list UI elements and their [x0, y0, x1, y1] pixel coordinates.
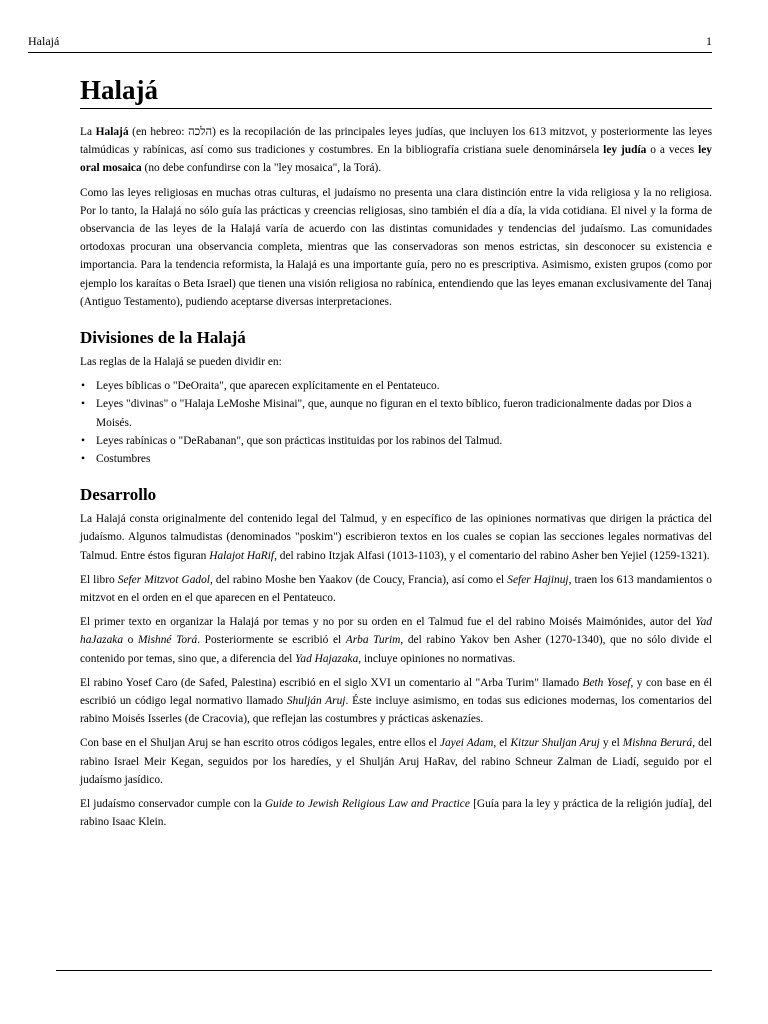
- text-run: , traen los 613 mandamientos o mitzvot en el orden en el que aparecen en el Pentateuco.: [80, 573, 713, 605]
- intro-paragraph: [80, 123, 712, 178]
- desarrollo-paragraph: [80, 510, 712, 565]
- article-body: [80, 72, 712, 838]
- work-title: Kitzur Shuljan Aruj: [510, 737, 600, 750]
- bold-term: Halajá: [95, 126, 129, 138]
- text-run: (no debe confundirse con la "ley mosaica", la Torá).: [141, 162, 382, 175]
- text-run: , incluye opiniones no normativas.: [358, 652, 516, 665]
- bold-term: ley judía: [603, 144, 647, 157]
- work-title: Arba Turim: [345, 634, 401, 647]
- text-run: [Guía para la ley y práctica de la religión judía], del rabino Isaac Klein.: [80, 798, 712, 829]
- text-run: , del rabino Itzjak Alfasi (1013-1103), y el comentario del rabino Asher ben Yejiel (1259-1321).: [274, 549, 710, 562]
- text-run: y el: [599, 737, 623, 750]
- work-title: Sefer Hajinuj: [507, 573, 569, 586]
- text-run: , del rabino Moshe ben Yaakov (de Coucy, Francia), así como el: [209, 573, 508, 586]
- work-title: Shulján Aruj: [286, 695, 346, 708]
- desarrollo-paragraph: [80, 613, 712, 668]
- work-title: Halajot HaRif: [209, 549, 275, 562]
- page-number: 1: [706, 34, 712, 48]
- work-title: Mishné Torá: [137, 634, 198, 647]
- hebrew-term: הלכה: [188, 126, 213, 138]
- bold-term: ley oral mosaica: [80, 144, 712, 175]
- work-title: Yad haJazaka: [80, 616, 712, 647]
- work-title: Guide to Jewish Religious Law and Practice: [264, 798, 470, 811]
- running-header-title: Halajá: [28, 34, 60, 48]
- work-title: Sefer Mitzvot Gadol: [117, 573, 210, 586]
- text-run: La: [80, 126, 96, 138]
- footer-divider: [56, 970, 712, 971]
- text-run: , el: [493, 737, 511, 750]
- desarrollo-paragraph: [80, 571, 712, 607]
- text-run: . Posteriormente se escribió el: [197, 634, 346, 647]
- text-run: . Éste incluye asimismo, en todas sus ediciones modernas, los comentarios del rabino Moisés Isserles (de Cracovia), que reflejan las costumbres y prácticas askenazíes.: [80, 695, 713, 726]
- text-run: , del rabino Israel Meir Kegan, seguidos por los haredíes, y el Shulján Aruj HaRav, del rabino Schneur Zalman de Liadí, seguido por el judaísmo jasídico.: [80, 737, 712, 786]
- text-run: ) es la recopilación de las principales leyes judías, que incluyen los 613 mitzvot, y posteriormente las leyes talmúdicas y rabínicas, así como sus tradiciones y costumbres. En la bibliografía cristiana suele denominársela: [80, 126, 712, 157]
- work-title: Mishna Berurá: [622, 737, 693, 750]
- text-run: El libro: [80, 573, 118, 586]
- text-run: El primer texto en organizar la Halajá por temas y no por su orden en el Talmud fue el del rabino Moisés Maimónides, autor del: [80, 616, 696, 629]
- section-heading-desarrollo: Desarrollo: [80, 485, 157, 505]
- running-header: [28, 34, 712, 53]
- work-title: Beth Yosef: [582, 676, 631, 689]
- divisiones-intro: Las reglas de la Halajá se pueden dividir en:: [80, 356, 282, 369]
- text-run: , y con base en él escribió un código legal normativo llamado: [80, 676, 713, 708]
- text-run: (en hebreo:: [128, 126, 189, 138]
- work-title: Jayei Adam: [439, 737, 494, 750]
- text-run: Con base en el Shuljan Aruj se han escrito otros códigos legales, entre ellos el: [80, 737, 440, 750]
- list-item: • Leyes bíblicas o "DeOraita", que aparecen explícitamente en el Pentateuco.: [80, 377, 712, 395]
- paragraph-culture: Como las leyes religiosas en muchas otras culturas, el judaísmo no presenta una clara distinción entre la vida religiosa y la no religiosa. Por lo tanto, la Halajá no sólo guía las prácticas y creencias religiosas, sino también el día a día, la vida cotidiana. El nivel y la forma de observancia de las leyes de la Halajá varía de acuerdo con las distintas comunidades y tendencias del judaísmo. Las comunidades ortodoxas procuran una observancia completa, mientras que las conservadoras son menos estrictas, sin desconocer su existencia e importancia. Para la tendencia reformista, la Halajá es una importante guía, pero no es prescriptiva. Asimismo, existen grupos (como por ejemplo los karaítas o Beta Israel) que tienen una visión religiosa no rabínica, entendiendo que las leyes emanan exclusivamente del Tanaj (Antiguo Testamento), pudiendo aceptarse diversas interpretaciones.: [80, 186, 712, 308]
- list-item: • Costumbres: [80, 450, 712, 468]
- page-title: Halajá: [80, 72, 712, 109]
- text-run: La Halajá consta originalmente del contenido legal del Talmud, y en específico de las opiniones normativas que dirigen la práctica del judaísmo. Algunos talmudistas (denominados "poskim") escribieron textos en los cuales se copian las secciones legales normativas del Talmud. Entre éstos figuran: [80, 513, 712, 562]
- list-item: • Leyes "divinas" o "Halaja LeMoshe Misinai", que, aunque no figuran en el texto bíblico, fueron tradicionalmente dadas por Dios a Moisés.: [80, 395, 712, 431]
- divisiones-list: [80, 377, 712, 468]
- text-run: o: [123, 634, 138, 647]
- desarrollo-paragraph: [80, 734, 712, 789]
- desarrollo-paragraph: [80, 795, 712, 831]
- text-run: , del rabino Yakov ben Asher (1270-1340), que no sólo divide el contenido por temas, sino que, a diferencia del: [80, 634, 712, 665]
- text-run: El judaísmo conservador cumple con la: [80, 798, 265, 811]
- desarrollo-paragraph: [80, 674, 712, 729]
- work-title: Yad Hajazaka: [295, 652, 359, 665]
- text-run: o a veces: [646, 144, 699, 157]
- section-heading-divisiones: Divisiones de la Halajá: [80, 328, 246, 348]
- list-item: • Leyes rabínicas o "DeRabanan", que son prácticas instituidas por los rabinos del Talmud.: [80, 432, 712, 450]
- text-run: El rabino Yosef Caro (de Safed, Palestina) escribió en el siglo XVI un comentario al "Arba Turim" llamado: [80, 676, 583, 689]
